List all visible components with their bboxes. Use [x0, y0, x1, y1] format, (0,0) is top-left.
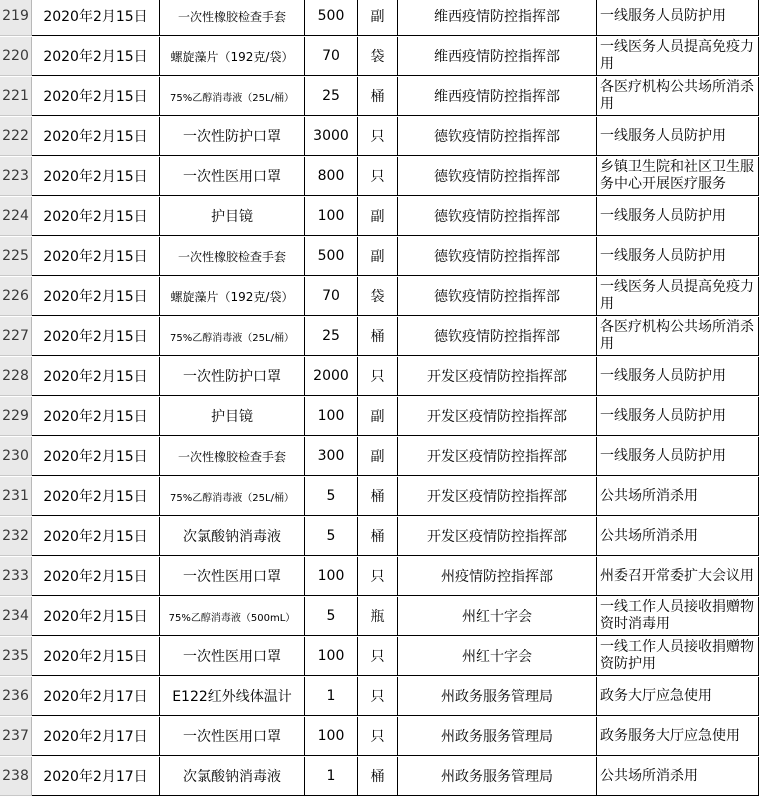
cell-date[interactable]: 2020年2月15日: [32, 637, 160, 676]
cell-date[interactable]: 2020年2月15日: [32, 597, 160, 636]
cell-item[interactable]: 一次性橡胶检查手套: [160, 0, 305, 36]
cell-purpose[interactable]: 公共场所消杀用: [597, 517, 759, 556]
cell-quantity[interactable]: 2000: [305, 357, 358, 396]
cell-purpose[interactable]: 州委召开常委扩大会议用: [597, 557, 759, 596]
cell-quantity[interactable]: 100: [305, 637, 358, 676]
cell-item[interactable]: 75%乙醇消毒液（25L/桶）: [160, 77, 305, 116]
cell-purpose[interactable]: 一线服务人员防护用: [597, 397, 759, 436]
cell-purpose[interactable]: 各医疗机构公共场所消杀用: [597, 77, 759, 116]
row-number[interactable]: 222: [0, 117, 32, 156]
row-number[interactable]: 219: [0, 0, 32, 36]
cell-item[interactable]: 一次性医用口罩: [160, 557, 305, 596]
cell-department[interactable]: 维西疫情防控指挥部: [398, 77, 597, 116]
cell-quantity[interactable]: 100: [305, 197, 358, 236]
row-number[interactable]: 233: [0, 557, 32, 596]
cell-item[interactable]: 一次性医用口罩: [160, 157, 305, 196]
row-number[interactable]: 232: [0, 517, 32, 556]
cell-purpose[interactable]: 一线服务人员防护用: [597, 237, 759, 276]
cell-item[interactable]: 一次性防护口罩: [160, 357, 305, 396]
cell-unit[interactable]: 桶: [358, 77, 398, 116]
row-number[interactable]: 220: [0, 37, 32, 76]
cell-purpose[interactable]: 一线医务人员提高免疫力用: [597, 277, 759, 316]
cell-department[interactable]: 开发区疫情防控指挥部: [398, 397, 597, 436]
cell-quantity[interactable]: 1: [305, 677, 358, 716]
table-row: [0, 597, 759, 637]
cell-quantity[interactable]: 100: [305, 397, 358, 436]
cell-unit[interactable]: 副: [358, 237, 398, 276]
table-row: [0, 397, 759, 437]
cell-date[interactable]: 2020年2月15日: [32, 557, 160, 596]
cell-department[interactable]: 德钦疫情防控指挥部: [398, 117, 597, 156]
cell-item[interactable]: 75%乙醇消毒液（500mL）: [160, 597, 305, 636]
cell-purpose[interactable]: 公共场所消杀用: [597, 477, 759, 516]
cell-quantity[interactable]: 1: [305, 757, 358, 796]
table-row: [0, 437, 759, 477]
cell-quantity[interactable]: 100: [305, 557, 358, 596]
cell-unit[interactable]: 瓶: [358, 597, 398, 636]
cell-unit[interactable]: 只: [358, 637, 398, 676]
cell-unit[interactable]: 桶: [358, 317, 398, 356]
cell-unit[interactable]: 袋: [358, 37, 398, 76]
cell-date[interactable]: 2020年2月15日: [32, 477, 160, 516]
cell-date[interactable]: 2020年2月15日: [32, 37, 160, 76]
row-number[interactable]: 227: [0, 317, 32, 356]
cell-purpose[interactable]: 一线工作人员接收捐赠物资时消毒用: [597, 597, 759, 636]
table-row: [0, 317, 759, 357]
cell-department[interactable]: 州政务服务管理局: [398, 677, 597, 716]
cell-department[interactable]: 州政务服务管理局: [398, 757, 597, 796]
cell-department[interactable]: 德钦疫情防控指挥部: [398, 237, 597, 276]
cell-department[interactable]: 德钦疫情防控指挥部: [398, 317, 597, 356]
cell-department[interactable]: 州政务服务管理局: [398, 717, 597, 756]
cell-quantity[interactable]: 500: [305, 237, 358, 276]
table-row: [0, 197, 759, 237]
cell-unit[interactable]: 只: [358, 117, 398, 156]
cell-purpose[interactable]: 一线服务人员防护用: [597, 117, 759, 156]
cell-unit[interactable]: 只: [358, 677, 398, 716]
cell-date[interactable]: 2020年2月17日: [32, 717, 160, 756]
cell-unit[interactable]: 袋: [358, 277, 398, 316]
row-number[interactable]: 237: [0, 717, 32, 756]
table-row: [0, 557, 759, 597]
cell-quantity[interactable]: 5: [305, 477, 358, 516]
table-row: [0, 757, 759, 797]
cell-unit[interactable]: 桶: [358, 757, 398, 796]
cell-department[interactable]: 维西疫情防控指挥部: [398, 0, 597, 36]
cell-date[interactable]: 2020年2月15日: [32, 317, 160, 356]
cell-unit[interactable]: 桶: [358, 517, 398, 556]
cell-department[interactable]: 州红十字会: [398, 597, 597, 636]
row-number[interactable]: 231: [0, 477, 32, 516]
cell-purpose[interactable]: 一线服务人员防护用: [597, 197, 759, 236]
row-number[interactable]: 226: [0, 277, 32, 316]
cell-item[interactable]: 次氯酸钠消毒液: [160, 757, 305, 796]
row-number[interactable]: 235: [0, 637, 32, 676]
cell-date[interactable]: 2020年2月15日: [32, 237, 160, 276]
cell-department[interactable]: 德钦疫情防控指挥部: [398, 277, 597, 316]
cell-item[interactable]: 75%乙醇消毒液（25L/桶）: [160, 477, 305, 516]
row-number[interactable]: 229: [0, 397, 32, 436]
cell-date[interactable]: 2020年2月15日: [32, 117, 160, 156]
table-row: [0, 717, 759, 757]
row-number[interactable]: 238: [0, 757, 32, 796]
cell-item[interactable]: 75%乙醇消毒液（25L/桶）: [160, 317, 305, 356]
cell-date[interactable]: 2020年2月15日: [32, 517, 160, 556]
cell-department[interactable]: 德钦疫情防控指挥部: [398, 197, 597, 236]
row-number[interactable]: 230: [0, 437, 32, 476]
row-number[interactable]: 223: [0, 157, 32, 196]
cell-item[interactable]: 护目镜: [160, 197, 305, 236]
cell-quantity[interactable]: 25: [305, 77, 358, 116]
cell-item[interactable]: 次氯酸钠消毒液: [160, 517, 305, 556]
cell-date[interactable]: 2020年2月17日: [32, 677, 160, 716]
table-row: [0, 357, 759, 397]
cell-date[interactable]: 2020年2月15日: [32, 397, 160, 436]
cell-unit[interactable]: 只: [358, 157, 398, 196]
cell-purpose[interactable]: 一线工作人员接收捐赠物资防护用: [597, 637, 759, 676]
cell-quantity[interactable]: 25: [305, 317, 358, 356]
cell-purpose[interactable]: 一线医务人员提高免疫力用: [597, 37, 759, 76]
cell-quantity[interactable]: 5: [305, 517, 358, 556]
cell-purpose[interactable]: 一线服务人员防护用: [597, 0, 759, 36]
cell-date[interactable]: 2020年2月15日: [32, 357, 160, 396]
table-row: [0, 37, 759, 77]
cell-department[interactable]: 维西疫情防控指挥部: [398, 37, 597, 76]
cell-department[interactable]: 开发区疫情防控指挥部: [398, 437, 597, 476]
cell-purpose[interactable]: 一线服务人员防护用: [597, 357, 759, 396]
cell-unit[interactable]: 只: [358, 557, 398, 596]
cell-unit[interactable]: 副: [358, 397, 398, 436]
cell-department[interactable]: 德钦疫情防控指挥部: [398, 157, 597, 196]
cell-quantity[interactable]: 70: [305, 277, 358, 316]
cell-unit[interactable]: 副: [358, 197, 398, 236]
table-row: [0, 277, 759, 317]
cell-date[interactable]: 2020年2月15日: [32, 437, 160, 476]
cell-item[interactable]: 螺旋藻片（192克/袋）: [160, 37, 305, 76]
cell-quantity[interactable]: 300: [305, 437, 358, 476]
table-row: [0, 517, 759, 557]
row-number[interactable]: 221: [0, 77, 32, 116]
table-row: [0, 77, 759, 117]
cell-date[interactable]: 2020年2月15日: [32, 0, 160, 36]
cell-unit[interactable]: 只: [358, 357, 398, 396]
table-row: [0, 677, 759, 717]
cell-quantity[interactable]: 100: [305, 717, 358, 756]
row-number[interactable]: 236: [0, 677, 32, 716]
cell-date[interactable]: 2020年2月15日: [32, 157, 160, 196]
cell-purpose[interactable]: 政务服务大厅应急使用: [597, 717, 759, 756]
table-row: [0, 157, 759, 197]
cell-item[interactable]: E122红外线体温计: [160, 677, 305, 716]
table-row: [0, 237, 759, 277]
cell-unit[interactable]: 副: [358, 0, 398, 36]
row-number[interactable]: 225: [0, 237, 32, 276]
cell-quantity[interactable]: 5: [305, 597, 358, 636]
cell-item[interactable]: 一次性防护口罩: [160, 117, 305, 156]
cell-date[interactable]: 2020年2月17日: [32, 757, 160, 796]
cell-purpose[interactable]: 政务大厅应急使用: [597, 677, 759, 716]
cell-quantity[interactable]: 3000: [305, 117, 358, 156]
cell-department[interactable]: 州红十字会: [398, 637, 597, 676]
cell-quantity[interactable]: 500: [305, 0, 358, 36]
cell-unit[interactable]: 副: [358, 437, 398, 476]
cell-item[interactable]: 一次性医用口罩: [160, 637, 305, 676]
table-row: [0, 637, 759, 677]
table-row: [0, 477, 759, 517]
cell-purpose[interactable]: 一线服务人员防护用: [597, 437, 759, 476]
table-row: [0, 0, 759, 37]
cell-date[interactable]: 2020年2月15日: [32, 197, 160, 236]
cell-date[interactable]: 2020年2月15日: [32, 277, 160, 316]
row-number[interactable]: 234: [0, 597, 32, 636]
cell-department[interactable]: 开发区疫情防控指挥部: [398, 477, 597, 516]
cell-unit[interactable]: 只: [358, 717, 398, 756]
row-number[interactable]: 224: [0, 197, 32, 236]
cell-department[interactable]: 州疫情防控指挥部: [398, 557, 597, 596]
cell-item[interactable]: 一次性橡胶检查手套: [160, 437, 305, 476]
cell-quantity[interactable]: 800: [305, 157, 358, 196]
table-row: [0, 117, 759, 157]
cell-item[interactable]: 一次性橡胶检查手套: [160, 237, 305, 276]
cell-item[interactable]: 护目镜: [160, 397, 305, 436]
cell-date[interactable]: 2020年2月15日: [32, 77, 160, 116]
cell-purpose[interactable]: 乡镇卫生院和社区卫生服务中心开展医疗服务: [597, 157, 759, 196]
cell-department[interactable]: 开发区疫情防控指挥部: [398, 357, 597, 396]
row-number[interactable]: 228: [0, 357, 32, 396]
cell-purpose[interactable]: 各医疗机构公共场所消杀用: [597, 317, 759, 356]
cell-item[interactable]: 一次性医用口罩: [160, 717, 305, 756]
cell-purpose[interactable]: 公共场所消杀用: [597, 757, 759, 796]
cell-item[interactable]: 螺旋藻片（192克/袋）: [160, 277, 305, 316]
cell-unit[interactable]: 桶: [358, 477, 398, 516]
cell-quantity[interactable]: 70: [305, 37, 358, 76]
cell-department[interactable]: 开发区疫情防控指挥部: [398, 517, 597, 556]
